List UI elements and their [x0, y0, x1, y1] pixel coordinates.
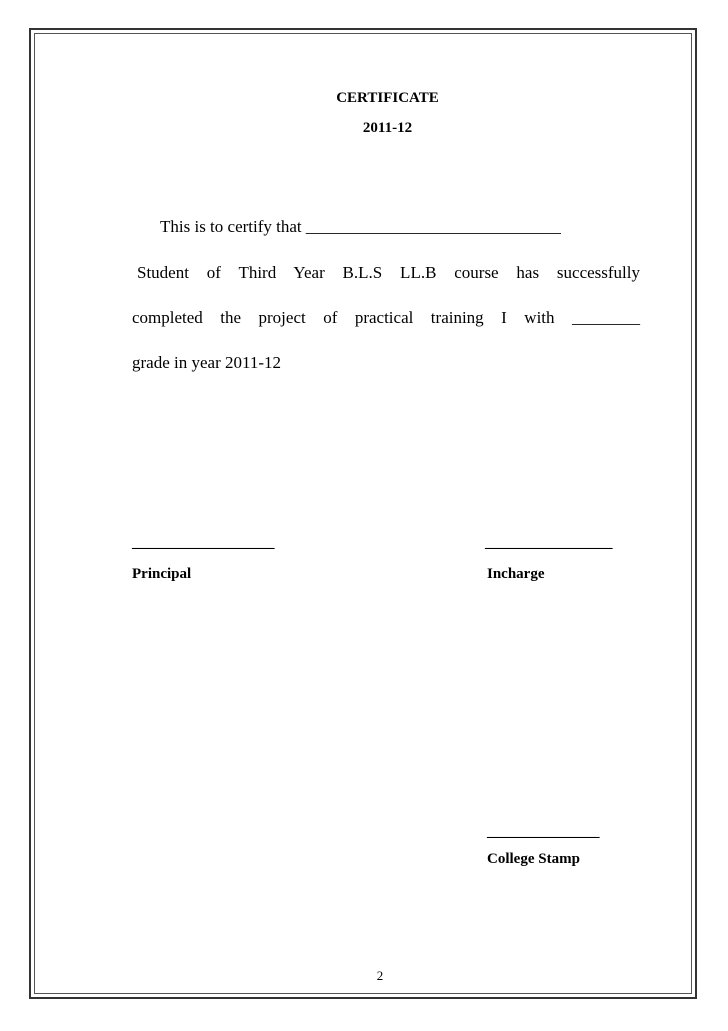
body-line-completed: completed the project of practical training I with ________ — [132, 308, 640, 327]
certificate-year: 2011-12 — [362, 120, 413, 136]
body-line-grade: grade in year 2011-12 — [132, 353, 282, 372]
principal-signature-line: ___________________ — [132, 535, 275, 551]
body-line-certify: This is to certify that ______________________________ — [160, 217, 561, 236]
college-stamp-label: College Stamp — [487, 851, 580, 867]
certificate-heading: CERTIFICATE — [336, 90, 439, 106]
incharge-signature-line: _________________ — [485, 535, 613, 551]
incharge-label: Incharge — [487, 566, 545, 582]
body-line-student: Student of Third Year B.L.S LL.B course has successfully — [137, 263, 640, 282]
principal-label: Principal — [132, 566, 192, 582]
page-number: 2 — [376, 968, 384, 983]
college-stamp-line: _______________ — [487, 824, 600, 840]
page-border-inner — [34, 33, 692, 994]
